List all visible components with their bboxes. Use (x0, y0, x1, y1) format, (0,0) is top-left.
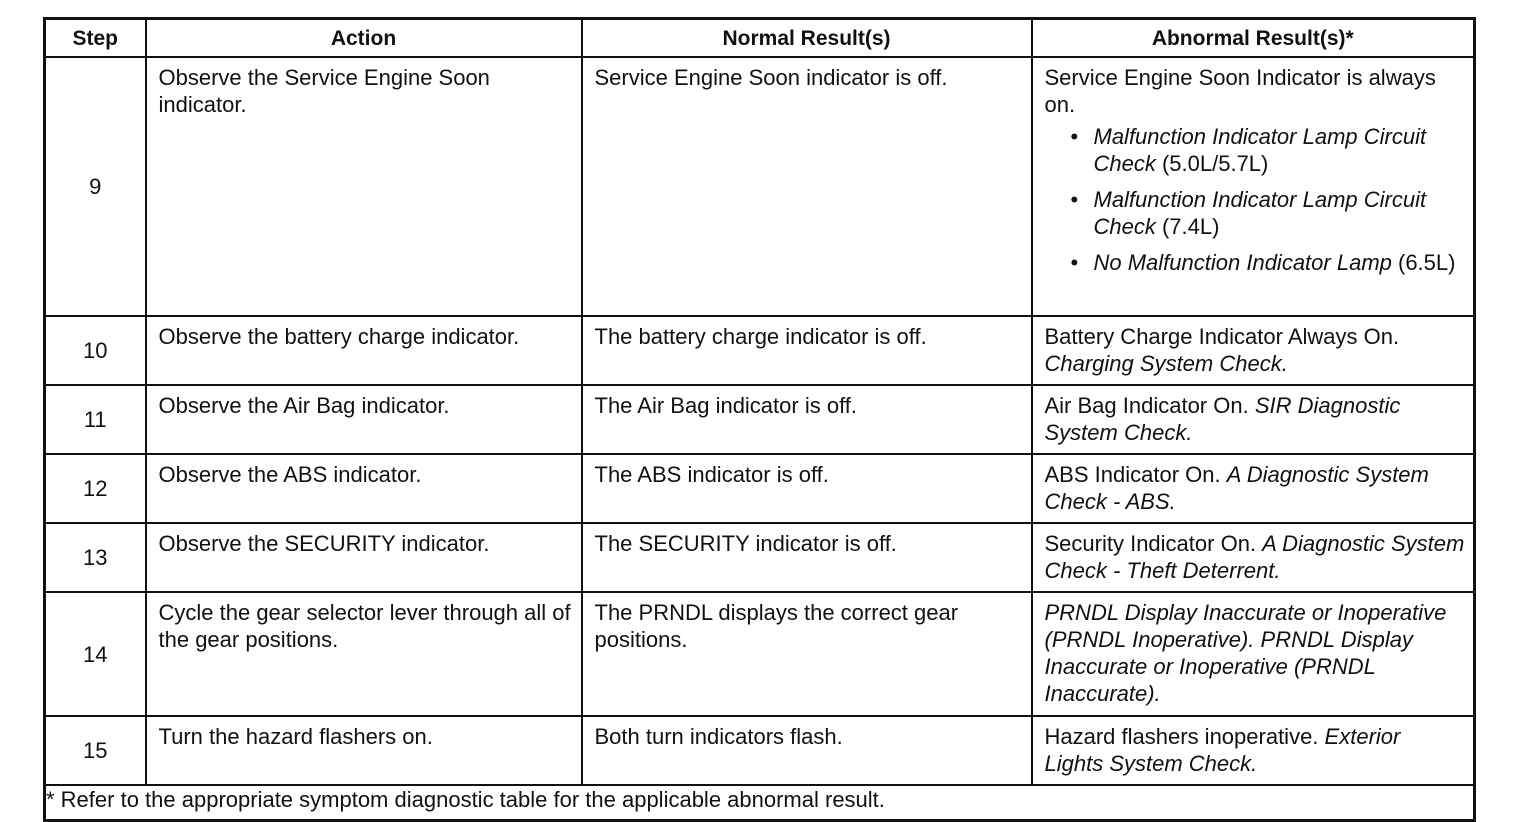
abnormal-result-cell (1032, 716, 1475, 785)
step-number: 14 (45, 592, 146, 716)
action-cell: Observe the Service Engine Soon indicator. (146, 57, 582, 316)
reference-suffix: (7.4L) (1155, 214, 1220, 239)
action-cell: Observe the battery charge indicator. (146, 316, 582, 385)
action-cell: Turn the hazard flashers on. (146, 716, 582, 785)
action-cell: Observe the ABS indicator. (146, 454, 582, 523)
header-action: Action (146, 19, 582, 58)
action-cell: Cycle the gear selector lever through all of the gear positions. (146, 592, 582, 716)
bullet-icon: • (1070, 250, 1079, 275)
normal-result-cell: The battery charge indicator is off. (582, 316, 1032, 385)
header-step: Step (45, 19, 146, 58)
table-header-row (45, 19, 1475, 58)
reference-link[interactable]: Exterior Lights System Check. (1044, 724, 1401, 776)
footnote: * Refer to the appropriate symptom diagnostic table for the applicable abnormal result. (45, 785, 1475, 821)
step-number: 11 (45, 385, 146, 454)
table-row (45, 592, 1475, 716)
step-number: 9 (45, 57, 146, 316)
abnormal-text: Air Bag Indicator On. (1044, 393, 1249, 418)
abnormal-text: ABS Indicator On. (1044, 462, 1221, 487)
normal-result-cell: The ABS indicator is off. (582, 454, 1032, 523)
reference-link[interactable]: Malfunction Indicator Lamp Circuit Check (1093, 124, 1427, 176)
reference-suffix: (5.0L/5.7L) (1155, 151, 1269, 176)
list-item (1045, 249, 1466, 276)
abnormal-result-cell (1032, 454, 1475, 523)
footnote-row (45, 785, 1475, 821)
reference-link[interactable]: A Diagnostic System Check - ABS. (1044, 462, 1429, 514)
bullet-icon: • (1070, 187, 1079, 212)
step-number: 12 (45, 454, 146, 523)
diagnostic-table (43, 17, 1476, 822)
action-cell: Observe the Air Bag indicator. (146, 385, 582, 454)
list-item (1045, 123, 1466, 177)
list-item (1045, 186, 1466, 240)
reference-suffix: (6.5L) (1391, 250, 1456, 275)
header-normal-results: Normal Result(s) (582, 19, 1032, 58)
step-number: 13 (45, 523, 146, 592)
reference-link[interactable]: A Diagnostic System Check - Theft Deterrent. (1044, 531, 1465, 583)
abnormal-text: Battery Charge Indicator Always On. (1044, 324, 1400, 349)
reference-link[interactable]: SIR Diagnostic System Check. (1044, 393, 1401, 445)
abnormal-text: Service Engine Soon Indicator is always on. (1044, 65, 1436, 117)
reference-list (1045, 123, 1466, 276)
abnormal-result-cell (1032, 316, 1475, 385)
normal-result-cell: The PRNDL displays the correct gear positions. (582, 592, 1032, 716)
abnormal-text: Hazard flashers inoperative. (1044, 724, 1319, 749)
header-abnormal-results: Abnormal Result(s)* (1032, 19, 1475, 58)
step-number: 10 (45, 316, 146, 385)
table-row (45, 316, 1475, 385)
reference-link[interactable]: No Malfunction Indicator Lamp (1093, 250, 1392, 275)
normal-result-cell: Both turn indicators flash. (582, 716, 1032, 785)
abnormal-result-cell (1032, 57, 1475, 316)
action-cell: Observe the SECURITY indicator. (146, 523, 582, 592)
reference-link[interactable]: Malfunction Indicator Lamp Circuit Check (1093, 187, 1427, 239)
table-row (45, 454, 1475, 523)
abnormal-text: Security Indicator On. (1044, 531, 1257, 556)
table-row (45, 716, 1475, 785)
abnormal-result-cell (1032, 592, 1475, 716)
normal-result-cell: The SECURITY indicator is off. (582, 523, 1032, 592)
bullet-icon: • (1070, 124, 1079, 149)
table-row (45, 57, 1475, 316)
abnormal-result-cell (1032, 385, 1475, 454)
reference-link[interactable]: Charging System Check. (1044, 351, 1288, 376)
normal-result-cell: The Air Bag indicator is off. (582, 385, 1032, 454)
normal-result-cell: Service Engine Soon indicator is off. (582, 57, 1032, 316)
step-number: 15 (45, 716, 146, 785)
table-row (45, 385, 1475, 454)
reference-link[interactable]: PRNDL Display Inaccurate or Inoperative (PRNDL Inoperative). PRNDL Display Inaccurate or Inoperative (PRNDL Inaccurate). (1044, 600, 1447, 706)
abnormal-result-cell (1032, 523, 1475, 592)
table-row (45, 523, 1475, 592)
